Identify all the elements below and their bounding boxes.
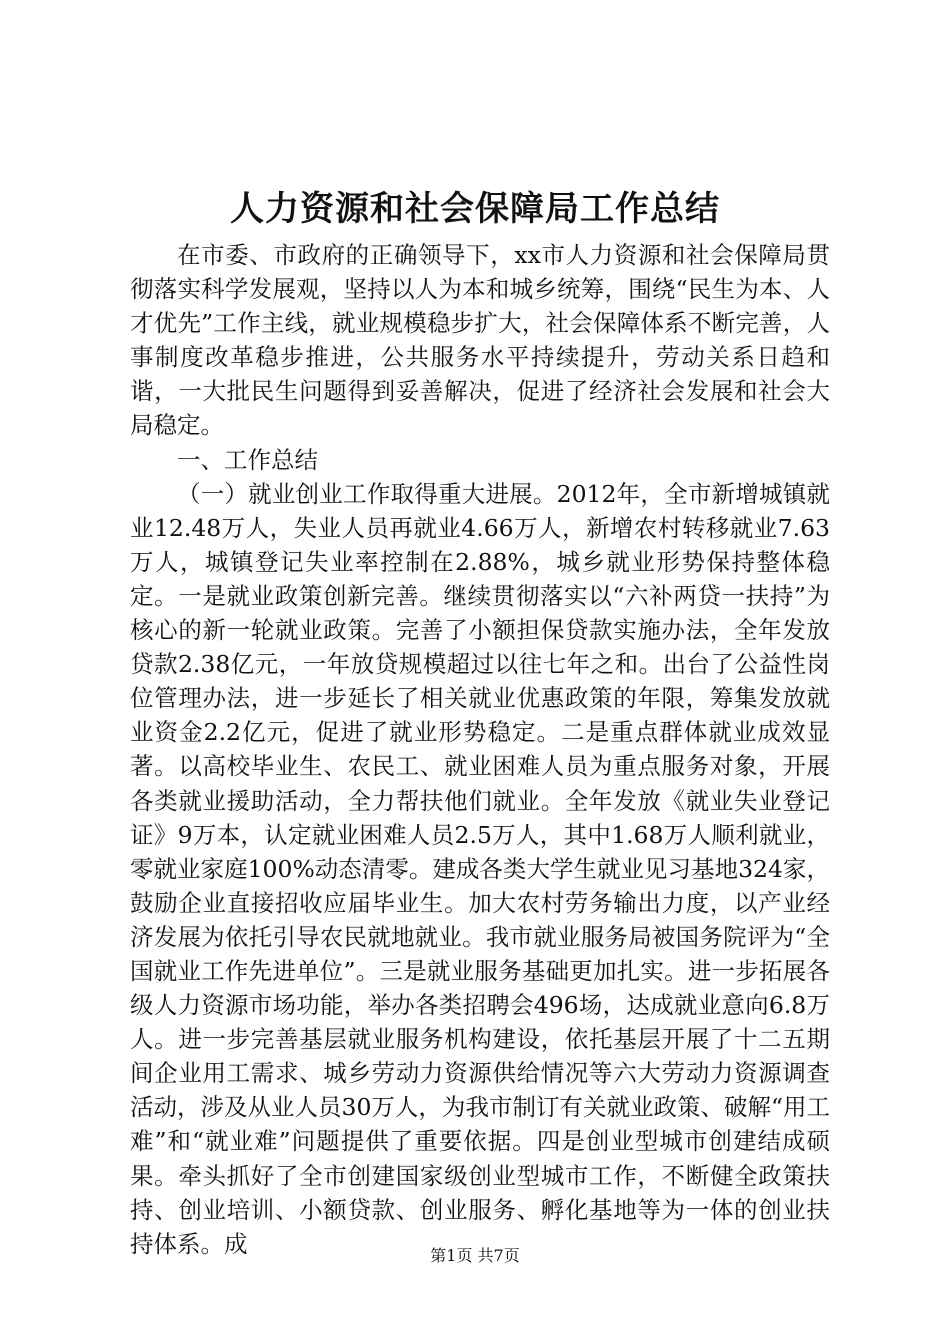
page-number: 第1页 共7页 xyxy=(430,1246,520,1265)
employment-paragraph: （一）就业创业工作取得重大进展。2012年，全市新增城镇就业12.48万人，失业人员再就业4.66万人，新增农村转移就业7.63万人，城镇登记失业率控制在2.88%，城乡就业形势保持整体稳定。一是就业政策创新完善。继续贯彻落实以“六补两贷一扶持”为核心的新一轮就业政策。完善了小额担保贷款实施办法，全年发放贷款2.38亿元，一年放贷规模超过以往七年之和。出台了公益性岗位管理办法，进一步延长了相关就业优惠政策的年限，筹集发放就业资金2.2亿元，促进了就业形势稳定。二是重点群体就业成效显著。以高校毕业生、农民工、就业困难人员为重点服务对象，开展各类就业援助活动，全力帮扶他们就业。全年发放《就业失业登记证》9万本，认定就业困难人员2.5万人，其中1.68万人顺利就业，零就业家庭100%动态清零。建成各类大学生就业见习基地324家，鼓励企业直接招收应届毕业生。加大农村劳务输出力度，以产业经济发展为依托引导农民就地就业。我市就业服务局被国务院评为“全国就业工作先进单位”。三是就业服务基础更加扎实。进一步拓展各级人力资源市场功能，举办各类招聘会496场，达成就业意向6.8万人。进一步完善基层就业服务机构建设，依托基层开展了十二五期间企业用工需求、城乡劳动力资源供给情况等六大劳动力资源调查活动，涉及从业人员30万人，为我市制订有关就业政策、破解“用工难”和“就业难”问题提供了重要依据。四是创业型城市创建结成硕果。牵头抓好了全市创建国家级创业型城市工作，不断健全政策扶持、创业培训、小额贷款、创业服务、孵化基地等为一体的创业扶持体系。成 xyxy=(130,479,830,1258)
intro-paragraph: 在市委、市政府的正确领导下，xx市人力资源和社会保障局贯彻落实科学发展观，坚持以人为本和城乡统筹，围绕“民生为本、人才优先”工作主线，就业规模稳步扩大，社会保障体系不断完善，人事制度改革稳步推进，公共服务水平持续提升，劳动关系日趋和谐，一大批民生问题得到妥善解决，促进了经济社会发展和社会大局稳定。 xyxy=(130,241,830,440)
document-body xyxy=(130,238,830,1261)
document-title: 人力资源和社会保障局工作总结 xyxy=(230,189,720,229)
section-heading: 一、工作总结 xyxy=(177,445,318,474)
